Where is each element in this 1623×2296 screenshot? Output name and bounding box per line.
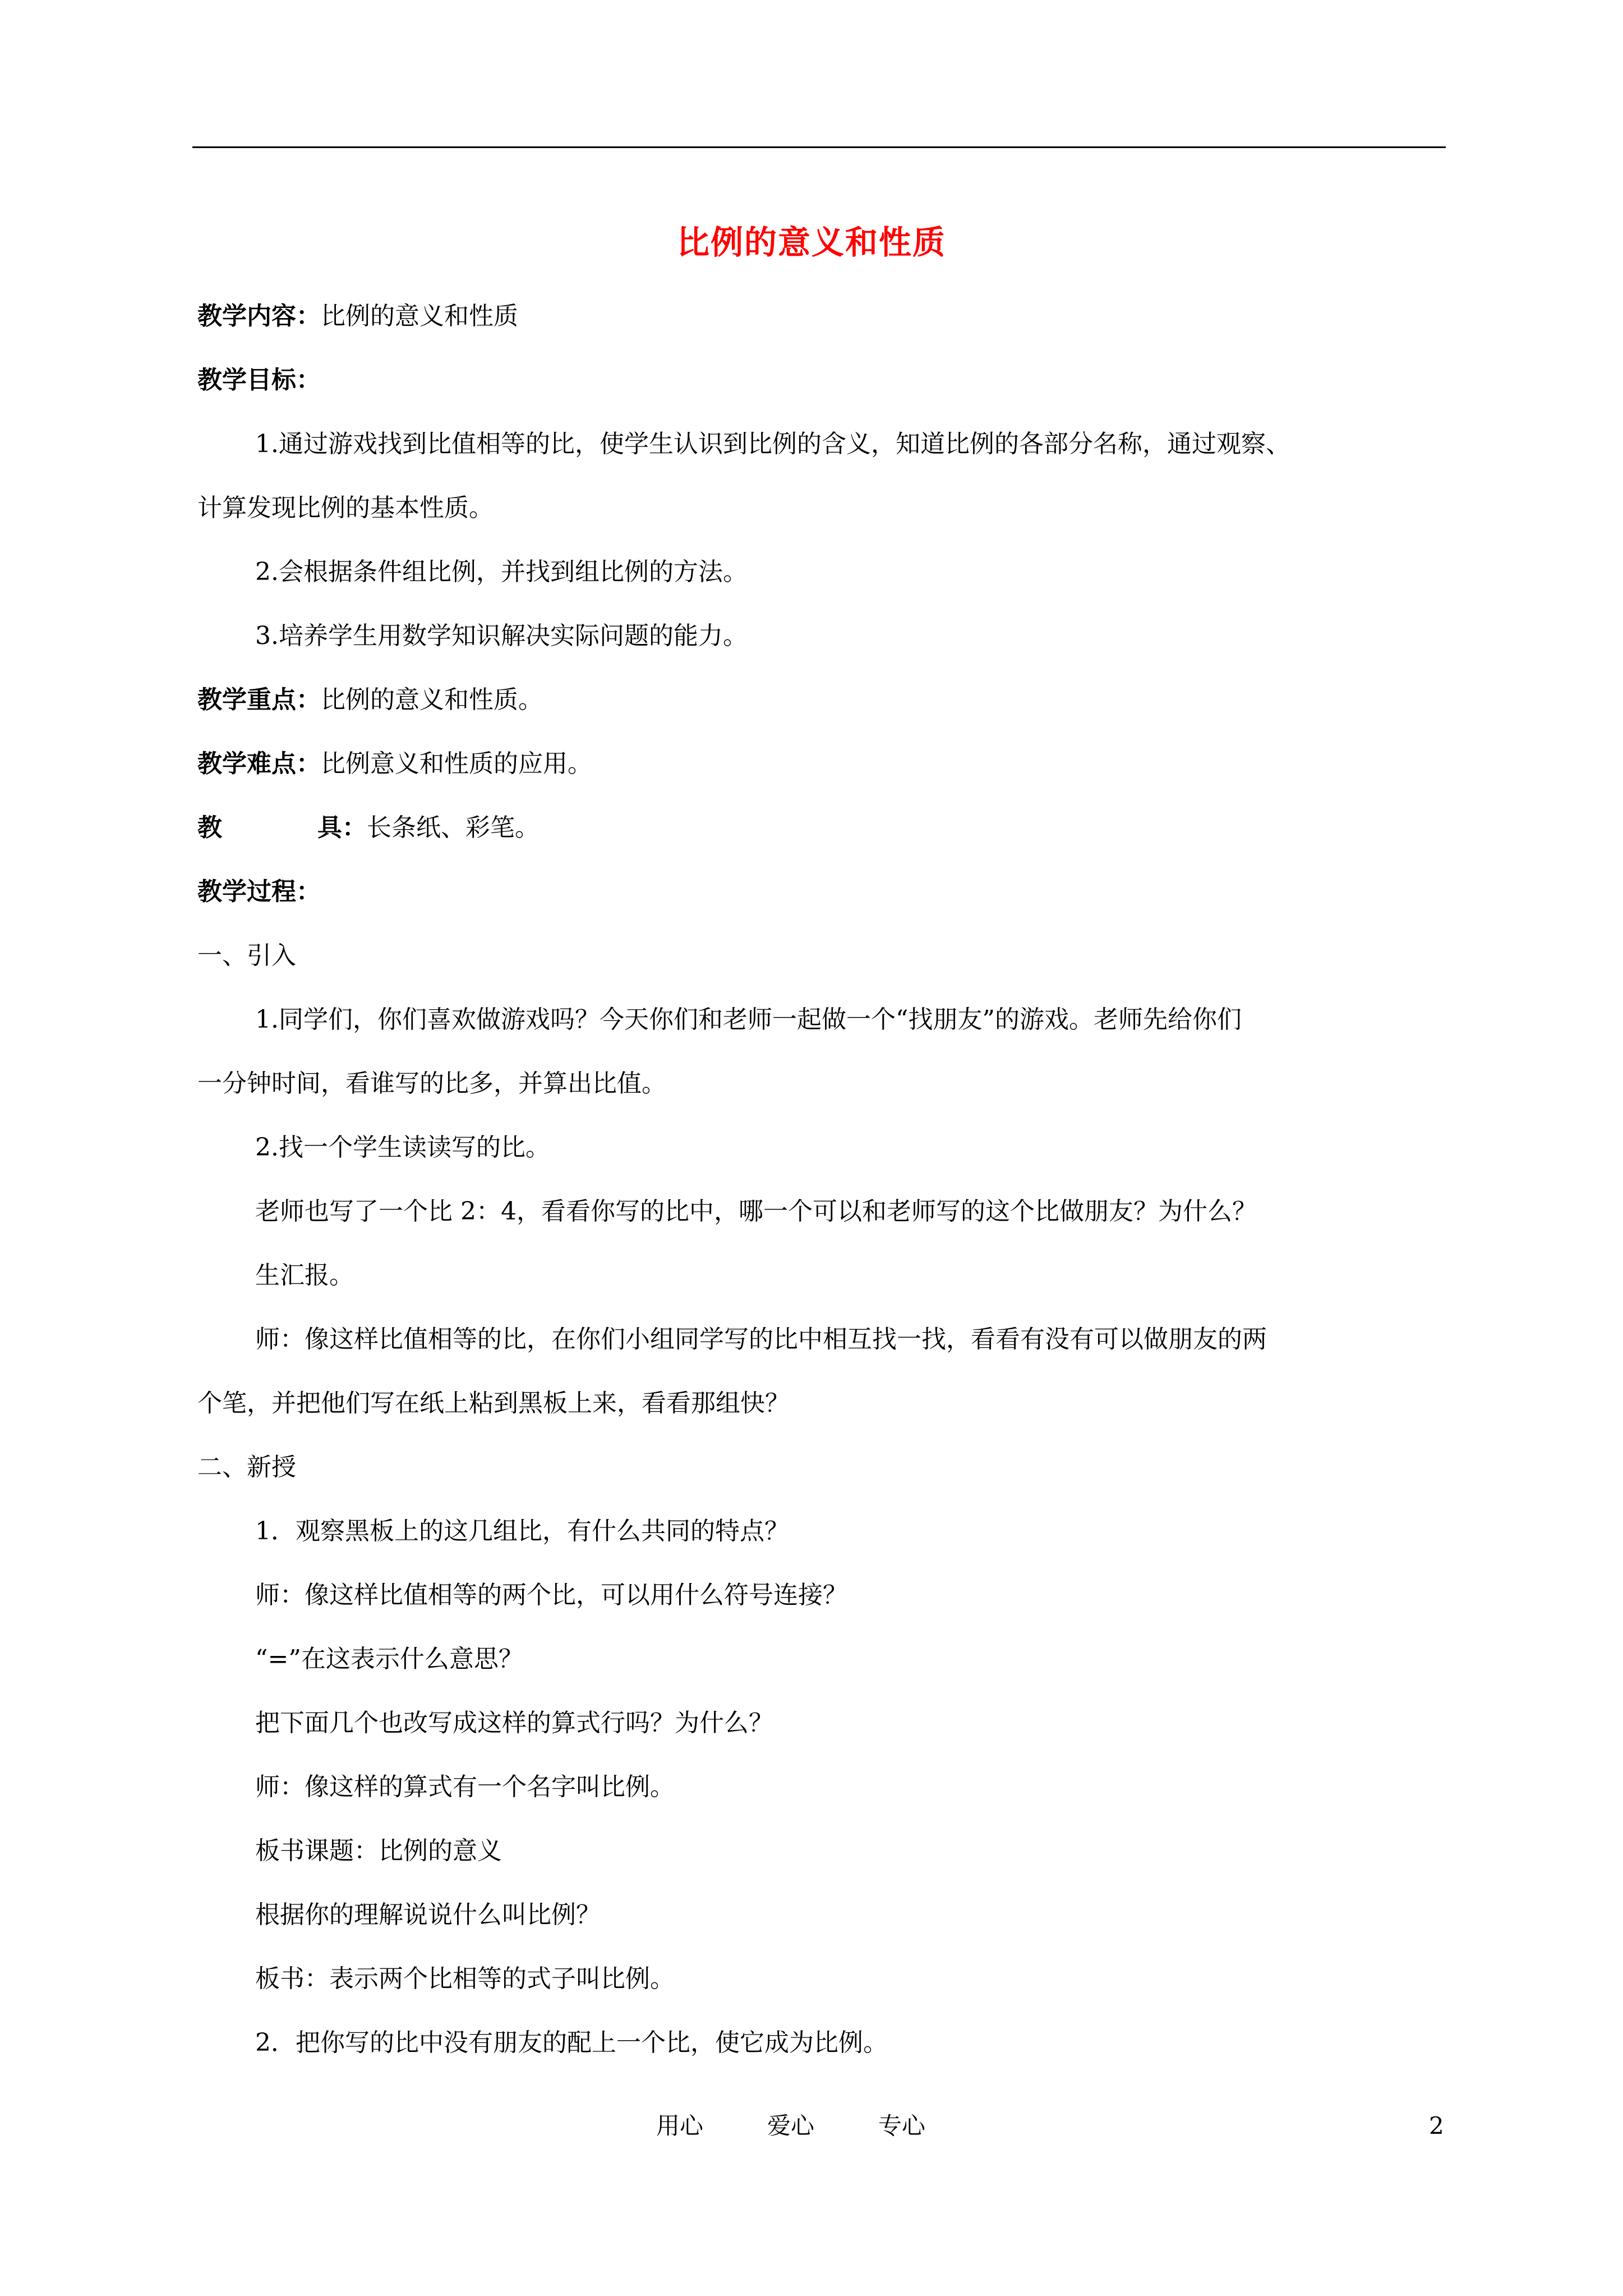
process-label: 教学过程：	[197, 877, 321, 906]
new-lesson-line-3: “=”在这表示什么意思？	[255, 1645, 523, 1673]
document-title: 比例的意义和性质	[676, 223, 946, 261]
intro-paragraph-3: 老师也写了一个比 2：4，看看你写的比中，哪一个可以和老师写的这个比做朋友？为什么？	[255, 1197, 1257, 1226]
tools-label-a: 教	[197, 813, 222, 842]
section-2-heading: 二、新授	[197, 1453, 296, 1481]
footer-word-1: 用心	[656, 2112, 704, 2139]
intro-paragraph-4: 生汇报。	[255, 1261, 354, 1290]
tools-label-b: 具：	[317, 813, 367, 842]
new-lesson-line-6: 板书课题：比例的意义	[255, 1837, 502, 1865]
header-rule	[192, 146, 1446, 148]
content-text: 比例的意义和性质	[321, 302, 518, 330]
intro-paragraph-1-line-1: 1.同学们，你们喜欢做游戏吗？今天你们和老师一起做一个“找朋友”的游戏。老师先给你们	[255, 1005, 1242, 1034]
footer-word-3: 专心	[878, 2112, 926, 2139]
page-number: 2	[1429, 2112, 1444, 2139]
intro-paragraph-5-line-2: 个笔，并把他们写在纸上粘到黑板上来，看看那组快？	[197, 1389, 790, 1418]
difficulty-label: 教学难点：	[197, 749, 321, 778]
difficulty-line	[197, 747, 592, 781]
intro-paragraph-2: 2.找一个学生读读写的比。	[255, 1133, 550, 1162]
objective-1-line-1: 1.通过游戏找到比值相等的比，使学生认识到比例的含义，知道比例的各部分名称，通过观察、	[255, 430, 1290, 458]
new-lesson-line-4: 把下面几个也改写成这样的算式行吗？为什么？	[255, 1709, 773, 1737]
section-1-heading: 一、引入	[197, 941, 296, 970]
new-lesson-line-7: 根据你的理解说说什么叫比例？	[255, 1901, 601, 1929]
tools-label	[197, 813, 367, 842]
new-lesson-line-2: 师：像这样比值相等的两个比，可以用什么符号连接？	[255, 1581, 847, 1609]
new-lesson-line-8: 板书：表示两个比相等的式子叫比例。	[255, 1964, 675, 1993]
key-point-text: 比例的意义和性质。	[321, 685, 543, 714]
key-point-label: 教学重点：	[197, 685, 321, 714]
tools-line	[197, 811, 540, 845]
objective-3: 3.培养学生用数学知识解决实际问题的能力。	[255, 622, 748, 650]
content-label: 教学内容：	[197, 302, 321, 330]
key-point-line	[197, 683, 543, 717]
difficulty-text: 比例意义和性质的应用。	[321, 749, 592, 778]
intro-paragraph-1-line-2: 一分钟时间，看谁写的比多，并算出比值。	[197, 1069, 666, 1098]
objective-1-line-2: 计算发现比例的基本性质。	[197, 494, 494, 522]
tools-text: 长条纸、彩笔。	[367, 813, 540, 842]
objectives-label: 教学目标：	[197, 366, 321, 394]
new-lesson-line-1: 1．观察黑板上的这几组比，有什么共同的特点？	[255, 1517, 789, 1545]
objective-2: 2.会根据条件组比例，并找到组比例的方法。	[255, 558, 748, 586]
footer-word-2: 爱心	[767, 2112, 815, 2139]
new-lesson-line-9: 2．把你写的比中没有朋友的配上一个比，使它成为比例。	[255, 2028, 888, 2057]
new-lesson-line-5: 师：像这样的算式有一个名字叫比例。	[255, 1773, 675, 1801]
content-line	[197, 300, 518, 333]
intro-paragraph-5-line-1: 师：像这样比值相等的比，在你们小组同学写的比中相互找一找，看看有没有可以做朋友的两	[255, 1325, 1267, 1354]
